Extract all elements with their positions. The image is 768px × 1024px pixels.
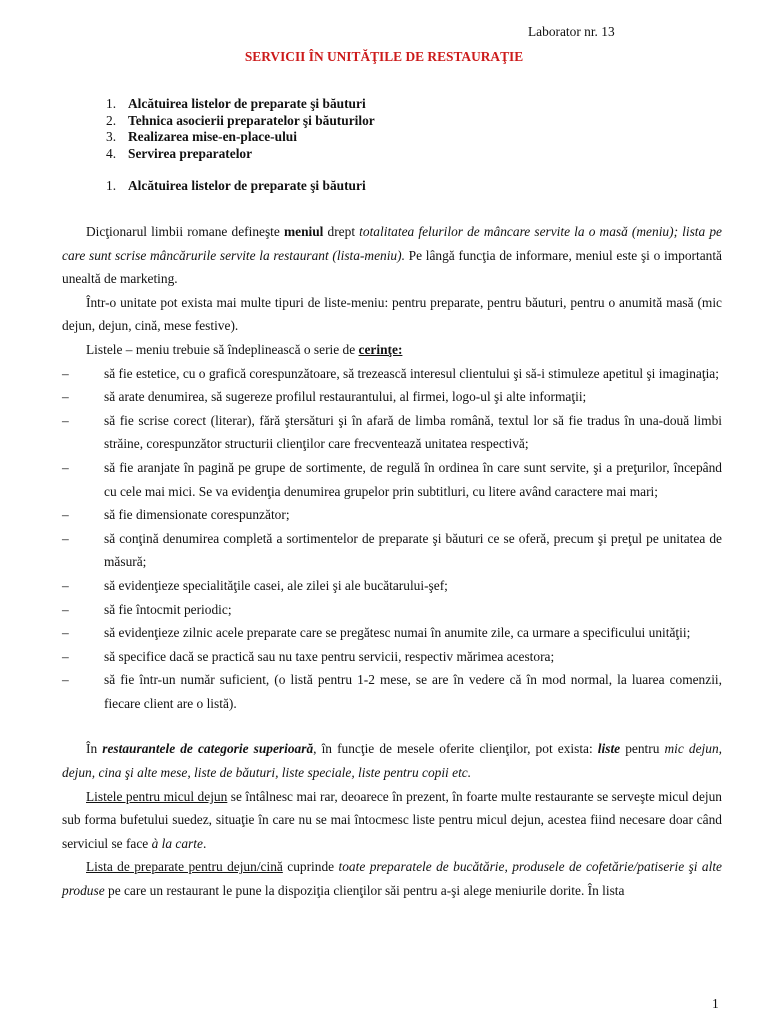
list-item: – să evidenţieze zilnic acele preparate care se pregătesc numai în anumite zile, ca urmare a specificului unităţii; — [62, 625, 691, 641]
page-title: SERVICII ÎN UNITĂŢILE DE RESTAURAŢIE — [244, 49, 524, 64]
requirements-list — [62, 362, 722, 716]
list-item: – să fie întocmit periodic; — [62, 601, 232, 617]
list-item: – să fie estetice, cu o grafică corespunzătoare, să trezească interesul clientului şi să-i stimuleze apetitul şi imaginaţia; — [62, 365, 719, 381]
table-of-contents — [106, 96, 375, 162]
paragraph-breakfast-lists: Listele pentru micul dejun se întâlnesc mai rar, deoarece în prezent, în foarte multe restaurante se serveşte micul dejun sub forma bufetului suedez, situaţie în care nu se mai întocmesc liste pentru micul dejun, acestea fiind necesare doar când serviciul se face à la carte. — [62, 788, 722, 851]
list-item: – să fie dimensionate corespunzător; — [62, 507, 290, 523]
document-body — [62, 220, 722, 903]
list-item: – să fie scrise corect (literar), fără ştersături şi în afară de limba română, textul lor să fie tradus în una-două limbi străine, corespunzător structurii clienţilor care frecventează unitatea respectivă; — [62, 412, 722, 452]
list-item: – să specifice dacă se practică sau nu taxe pentru servicii, respectiv mărimea acestora; — [62, 648, 555, 664]
section-heading: 1. Alcătuirea listelor de preparate şi băuturi — [106, 178, 366, 193]
list-item: – să arate denumirea, să sugereze profilul restaurantului, al firmei, logo-ul şi alte informaţii; — [62, 389, 587, 405]
page-number: 1 — [712, 996, 719, 1011]
toc-item: 2. Tehnica asocierii preparatelor şi băuturilor — [106, 112, 375, 128]
paragraph-lunch-dinner-list: Lista de preparate pentru dejun/cină cuprinde toate preparatele de bucătărie, produsele de cofetărie/patiserie şi alte produse pe care un restaurant le pune la dispoziţia clienţilor săi pentru a-şi alege meniurile dorite. În lista — [62, 859, 722, 899]
paragraph-requirements-intro: Listele – meniu trebuie să îndeplinească o serie de cerinţe: — [86, 341, 403, 357]
list-item: – să evidenţieze specialităţile casei, ale zilei şi ale bucătarului-şef; — [62, 577, 448, 593]
paragraph-superior-restaurants: În restaurantele de categorie superioară, în funcţie de mesele oferite clienţilor, pot exista: liste pentru mic dejun, dejun, cina şi alte mese, liste de băuturi, liste speciale, liste pentru copii etc. — [62, 741, 723, 781]
list-item: – să conţină denumirea completă a sortimentelor de preparate şi băuturi ce se oferă, precum şi preţul pe unitatea de măsură; — [62, 530, 722, 570]
list-item: – să fie într-un număr suficient, (o listă pentru 1-2 mese, se are în vedere că în mod normal, la luarea comenzii, fiecare client are o listă). — [62, 672, 722, 711]
paragraph-definition: Dicţionarul limbii romane defineşte meniul drept totalitatea felurilor de mâncare servite la o masă (meniu); lista pe care sunt scrise mâncărurile servite la restaurant (lista-meniu). Pe lângă funcţia de informare, meniul este şi o importantă unealtă de marketing. — [62, 224, 722, 287]
toc-item: 1. Alcătuirea listelor de preparate şi băuturi — [106, 96, 366, 111]
toc-item: 3. Realizarea mise-en-place-ului — [106, 129, 297, 144]
lab-number: Laborator nr. 13 — [528, 24, 615, 39]
list-item: – să fie aranjate în pagină pe grupe de sortimente, de regulă în ordinea în care sunt servite, şi a preţurilor, începând cu cele mai mici. Se va evidenţia denumirea grupelor prin subtitluri, cu litere având caractere mai mari; — [62, 459, 722, 499]
toc-item: 4. Servirea preparatelor — [106, 145, 253, 161]
paragraph-types: Într-o unitate pot exista mai multe tipuri de liste-meniu: pentru preparate, pentru băuturi, pentru o anumită masă (mic dejun, dejun, cină, mese festive). — [62, 294, 722, 334]
